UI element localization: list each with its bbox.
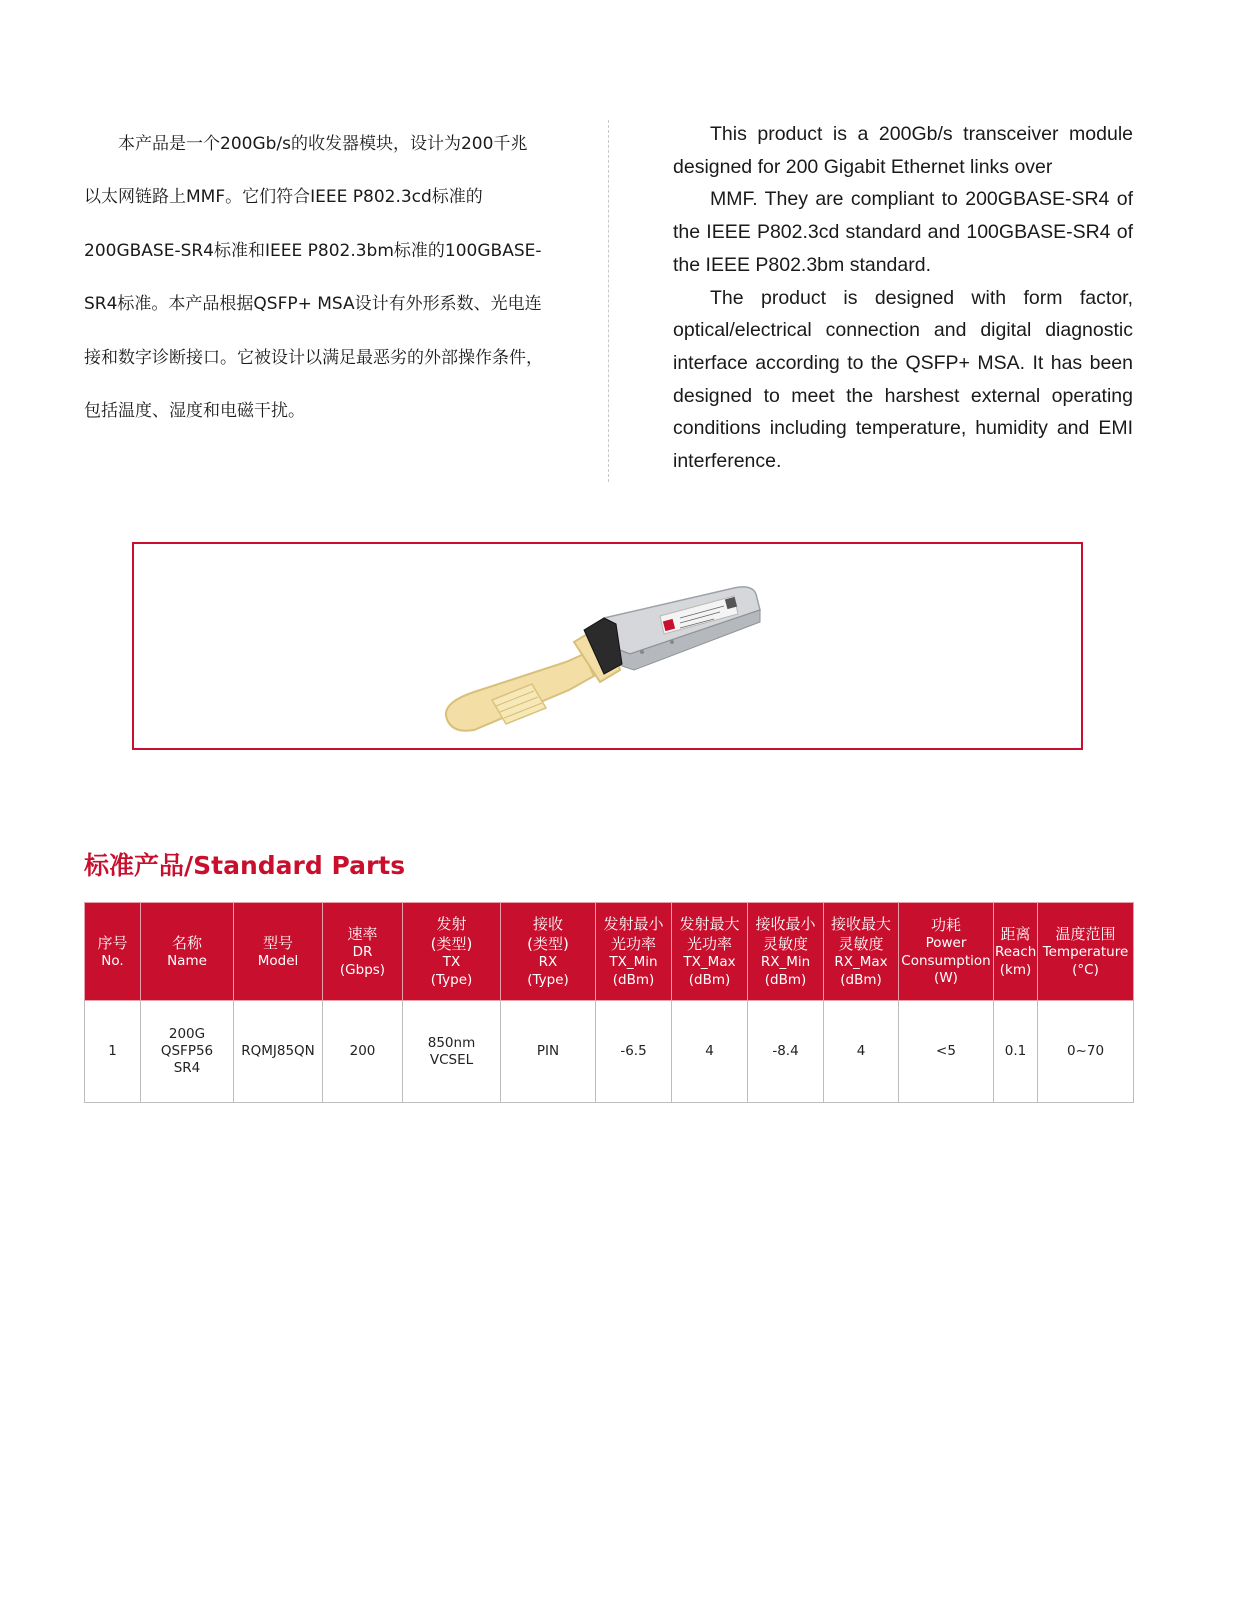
column-header xyxy=(141,903,234,1001)
column-header-en: TX xyxy=(442,954,461,971)
column-header-en: (dBm) xyxy=(764,971,807,988)
product-image-frame xyxy=(132,542,1083,750)
column-header xyxy=(748,903,824,1001)
column-header-cn: 名称 xyxy=(171,933,202,952)
intro-chinese-paragraph: 本产品是一个200Gb/s的收发器模块，设计为200千兆以太网链路上MMF。它们符合IEEE P802.3cd标准的200GBASE-SR4标准和IEEE P802.3bm标准的100GBASE-SR4标准。本产品根据QSFP+ MSA设计有外形系数、光电连接和数字诊断接口。它被设计以满足最恶劣的外部操作条件，包括温度、湿度和电磁干扰。 xyxy=(84,134,543,422)
column-header-en: (dBm) xyxy=(840,971,882,988)
column-header-en: (dBm) xyxy=(688,971,731,988)
column-header-cn: 接收最大 xyxy=(830,914,891,933)
column-header-cn: 型号 xyxy=(262,933,293,952)
table-cell: 0.1 xyxy=(994,1001,1038,1103)
standard-parts-table xyxy=(84,902,1134,1103)
column-header-cn: 速率 xyxy=(347,924,378,943)
column-header-cn: 距离 xyxy=(1000,924,1031,943)
table-cell: 1 xyxy=(85,1001,141,1103)
column-header-en: Consumption xyxy=(901,952,991,969)
column-header-en: Model xyxy=(257,952,299,969)
column-header-en: (Type) xyxy=(430,971,473,988)
column-header-en: RX_Min xyxy=(760,954,811,971)
column-header-en: Temperature xyxy=(1042,944,1129,961)
column-header-en: (dBm) xyxy=(612,971,655,988)
intro-english-paragraph-2: MMF. They are compliant to 200GBASE-SR4 of the IEEE P802.3cd standard and 100GBASE-SR4 of the IEEE P802.3bm standard. xyxy=(673,188,1133,276)
column-header-en: Power xyxy=(925,935,967,952)
table-body xyxy=(85,1001,1134,1103)
column-header-cn: 序号 xyxy=(97,933,128,952)
table-cell: 850nm VCSEL xyxy=(403,1001,501,1103)
table-header-row xyxy=(85,903,1134,1001)
column-header xyxy=(501,903,596,1001)
column-header-en: No. xyxy=(101,952,124,969)
column-header-en: (km) xyxy=(999,961,1032,978)
column-header-cn: 灵敏度 xyxy=(762,934,808,953)
table-cell: -8.4 xyxy=(748,1001,824,1103)
table-cell: -6.5 xyxy=(596,1001,672,1103)
column-header-en: (W) xyxy=(934,970,958,987)
column-header-en: TX_Max xyxy=(683,954,736,971)
column-header-en: Reach xyxy=(995,944,1037,961)
column-header xyxy=(994,903,1038,1001)
column-header xyxy=(899,903,994,1001)
column-header-cn: 接收 xyxy=(532,914,563,933)
column-header-en: RX_Max xyxy=(834,954,888,971)
section-title: 标准产品/Standard Parts xyxy=(84,851,406,880)
column-header xyxy=(824,903,899,1001)
table-cell: 200G QSFP56 SR4 xyxy=(141,1001,234,1103)
table-cell: 200 xyxy=(323,1001,403,1103)
table-cell: <5 xyxy=(899,1001,994,1103)
column-header xyxy=(85,903,141,1001)
column-header-en: DR xyxy=(352,944,373,961)
column-header xyxy=(672,903,748,1001)
intro-english-paragraph-3: The product is designed with form factor, optical/electrical connection and digital diagnostic interface according to the QSFP+ MSA. It has been designed to meet the harshest external operating conditions including temperature, humidity and EMI interference. xyxy=(673,286,1133,473)
column-header-en: (Gbps) xyxy=(339,961,386,978)
column-header-cn: 发射 xyxy=(436,914,467,933)
intro-english xyxy=(673,118,1133,478)
column-header-cn: 发射最小 xyxy=(603,914,664,933)
column-header-cn: (类型) xyxy=(527,934,569,953)
table-row xyxy=(85,1001,1134,1103)
intro-chinese xyxy=(84,118,544,438)
table-cell: RQMJ85QN xyxy=(234,1001,323,1103)
column-header xyxy=(323,903,403,1001)
column-header xyxy=(234,903,323,1001)
column-header-en: TX_Min xyxy=(609,954,658,971)
table-cell: PIN xyxy=(501,1001,596,1103)
column-header xyxy=(596,903,672,1001)
column-header xyxy=(403,903,501,1001)
column-header-en: Name xyxy=(167,952,207,969)
table-cell: 4 xyxy=(824,1001,899,1103)
column-header-en: (°C) xyxy=(1072,961,1099,978)
column-header-cn: 接收最小 xyxy=(755,914,816,933)
column-header-en: (Type) xyxy=(527,971,569,988)
column-divider xyxy=(608,120,609,482)
table-cell: 4 xyxy=(672,1001,748,1103)
column-header xyxy=(1038,903,1134,1001)
column-header-cn: 温度范围 xyxy=(1055,924,1116,943)
column-header-cn: 发射最大 xyxy=(679,914,740,933)
column-header-cn: 光功率 xyxy=(610,934,656,953)
column-header-en: RX xyxy=(538,954,558,971)
column-header-cn: 灵敏度 xyxy=(838,934,884,953)
transceiver-module-image xyxy=(434,566,774,746)
table-cell: 0~70 xyxy=(1038,1001,1134,1103)
intro-english-paragraph-1: This product is a 200Gb/s transceiver module designed for 200 Gigabit Ethernet links over xyxy=(673,123,1133,178)
column-header-cn: 功耗 xyxy=(930,916,961,935)
column-header-cn: (类型) xyxy=(430,934,473,953)
column-header-cn: 光功率 xyxy=(686,934,732,953)
